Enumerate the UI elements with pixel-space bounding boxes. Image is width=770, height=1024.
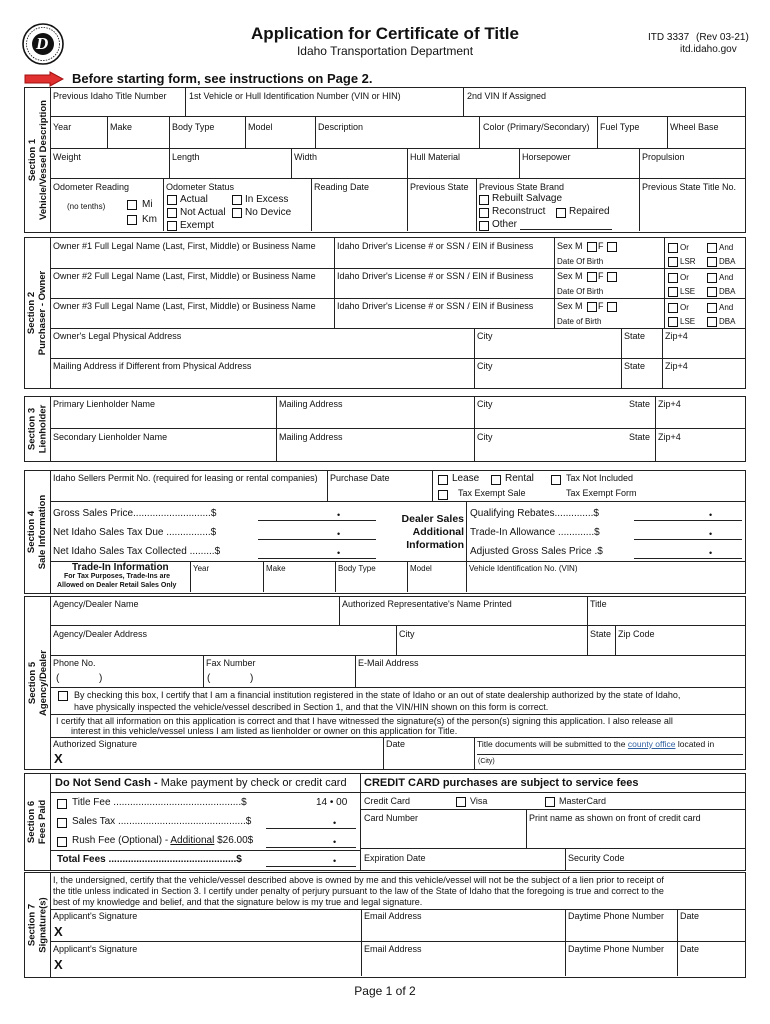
section-5-subtitle: Agency/Dealer bbox=[37, 649, 49, 717]
authorized-signature-x[interactable]: X bbox=[54, 751, 63, 766]
section-4-label bbox=[25, 471, 50, 593]
reconstruct-label: Reconstruct bbox=[492, 206, 546, 217]
section-1-subtitle: Vehicle/Vessel Description bbox=[37, 100, 49, 220]
tax-not-included-checkbox[interactable] bbox=[551, 475, 561, 485]
financial-institution-checkbox[interactable] bbox=[58, 691, 68, 701]
credit-card-heading: CREDIT CARD purchases are subject to service fees bbox=[364, 777, 639, 789]
sales-tax-input[interactable] bbox=[266, 828, 356, 829]
mastercard-label: MasterCard bbox=[559, 796, 607, 806]
owner3-license-field[interactable]: Idaho Driver's License # or SSN / EIN if Business bbox=[337, 301, 534, 311]
owner1-dba-label: DBA bbox=[719, 257, 736, 266]
total-fees-input[interactable] bbox=[266, 866, 356, 867]
secondary-state-field[interactable]: State bbox=[629, 432, 651, 442]
primary-mailing-field[interactable]: Mailing Address bbox=[279, 399, 343, 409]
section-6-label bbox=[25, 774, 50, 870]
county-city-input[interactable] bbox=[477, 754, 743, 755]
primary-city-field[interactable]: City bbox=[477, 399, 493, 409]
rush-fee-additional-link[interactable]: Additional bbox=[170, 835, 215, 846]
trade-in-allowance-label: Trade-In Allowance .............$ bbox=[470, 527, 600, 538]
owner3-or-checkbox[interactable] bbox=[668, 303, 678, 313]
no-device-label: No Device bbox=[245, 207, 292, 218]
form-revision: (Rev 03-21) bbox=[696, 32, 749, 43]
agency-dealer-address-field[interactable]: Agency/Dealer Address bbox=[53, 629, 148, 639]
section-7-subtitle: Signature(s) bbox=[37, 897, 49, 953]
owner2-dob-field[interactable]: Date Of Birth bbox=[557, 287, 604, 296]
fax-paren-close: ) bbox=[250, 673, 254, 684]
odometer-reading-label: Odometer Reading bbox=[53, 182, 130, 192]
owner2-lse-label: LSE bbox=[680, 287, 696, 296]
hull-material-field[interactable]: Hull Material bbox=[410, 152, 461, 162]
net-tax-collected-input[interactable] bbox=[258, 558, 376, 559]
no-cash-bold: Do Not Send Cash - bbox=[55, 777, 158, 789]
not-actual-checkbox[interactable] bbox=[167, 208, 177, 218]
actual-label: Actual bbox=[180, 194, 208, 205]
rental-label: Rental bbox=[505, 473, 534, 484]
credit-card-label: Credit Card bbox=[364, 796, 411, 806]
trade-model-field[interactable]: Model bbox=[410, 564, 432, 573]
authorized-signature-label: Authorized Signature bbox=[53, 739, 138, 749]
actual-checkbox[interactable] bbox=[167, 195, 177, 205]
section-1-box bbox=[24, 87, 746, 233]
owner2-or-checkbox[interactable] bbox=[668, 273, 678, 283]
owner3-sex-f-checkbox[interactable] bbox=[607, 302, 617, 312]
applicant1-email-field[interactable]: Email Address bbox=[364, 911, 422, 921]
section-6-subtitle: Fees Paid bbox=[37, 799, 49, 845]
docs-note-post: located in bbox=[677, 739, 715, 749]
owner1-sex-f-checkbox[interactable] bbox=[607, 242, 617, 252]
color-field[interactable]: Color (Primary/Secondary) bbox=[483, 122, 590, 132]
owner1-or-label: Or bbox=[680, 243, 689, 252]
trade-in-allowance-dot: • bbox=[709, 529, 713, 539]
km-label: Km bbox=[142, 214, 157, 225]
mi-checkbox[interactable] bbox=[127, 200, 137, 210]
dealer-heading-1: Dealer Sales bbox=[401, 513, 464, 525]
owner2-license-field[interactable]: Idaho Driver's License # or SSN / EIN if Business bbox=[337, 271, 534, 281]
section-3-label bbox=[25, 397, 50, 461]
not-actual-label: Not Actual bbox=[180, 207, 226, 218]
net-tax-collected-label: Net Idaho Sales Tax Collected .........$ bbox=[53, 546, 221, 557]
odometer-status-label: Odometer Status bbox=[166, 182, 235, 192]
rep-title-field[interactable]: Title bbox=[590, 599, 607, 609]
net-tax-due-input[interactable] bbox=[258, 539, 376, 540]
owner1-sex-f-label: F bbox=[598, 241, 604, 251]
owner1-sex-m-checkbox[interactable] bbox=[587, 242, 597, 252]
signature-date-field[interactable]: Date bbox=[386, 739, 406, 749]
vin2-field[interactable]: 2nd VIN If Assigned bbox=[467, 91, 547, 101]
applicant1-phone-field[interactable]: Daytime Phone Number bbox=[568, 911, 665, 921]
mailing-city-field[interactable]: City bbox=[477, 361, 493, 371]
title-fee-label: Title Fee ..............................................$ bbox=[72, 797, 247, 808]
owner3-sex-f-label: F bbox=[598, 301, 604, 311]
phone-paren-open: ( bbox=[56, 673, 60, 684]
applicant2-signature-x[interactable]: X bbox=[54, 957, 63, 972]
secondary-mailing-field[interactable]: Mailing Address bbox=[279, 432, 343, 442]
agency-zip-field[interactable]: Zip Code bbox=[618, 629, 655, 639]
tax-exempt-sale-label: Tax Exempt Sale bbox=[458, 488, 526, 498]
red-arrow-icon bbox=[24, 71, 64, 87]
secondary-city-field[interactable]: City bbox=[477, 432, 493, 442]
applicant-certify-line-3: best of my knowledge and belief, and that the signature below is my true and legal signature. bbox=[53, 897, 423, 907]
trade-body-type-field[interactable]: Body Type bbox=[338, 564, 376, 573]
city-small-label: (City) bbox=[478, 758, 495, 765]
county-office-link[interactable]: county office bbox=[627, 739, 676, 749]
owner2-dba-label: DBA bbox=[719, 287, 736, 296]
phone-paren-close: ) bbox=[99, 673, 103, 684]
security-code-field[interactable]: Security Code bbox=[568, 853, 625, 863]
section-2-label bbox=[25, 238, 50, 388]
previous-state-field[interactable]: Previous State bbox=[410, 182, 469, 192]
owner3-and-label: And bbox=[719, 303, 734, 312]
reading-date-field[interactable]: Reading Date bbox=[314, 182, 370, 192]
title-fee-amount: 14 • 00 bbox=[316, 797, 348, 808]
fuel-type-field[interactable]: Fuel Type bbox=[600, 122, 640, 132]
owner3-dob-field[interactable]: Date of Birth bbox=[557, 317, 602, 326]
qualifying-rebates-input[interactable] bbox=[634, 520, 742, 521]
owner3-lse-label: LSE bbox=[680, 317, 696, 326]
physical-address-field[interactable]: Owner's Legal Physical Address bbox=[53, 331, 182, 341]
section-6-title: Section 6 bbox=[26, 800, 38, 844]
owner2-and-checkbox[interactable] bbox=[707, 273, 717, 283]
owner3-and-checkbox[interactable] bbox=[707, 303, 717, 313]
check-certify-line-1: By checking this box, I certify that I am a financial institution registered in the state of Idaho or an out of state dealership authorized by the state of Idaho, bbox=[74, 690, 681, 700]
horsepower-field[interactable]: Horsepower bbox=[522, 152, 571, 162]
owner2-name-field[interactable]: Owner #2 Full Legal Name (Last, First, Middle) or Business Name bbox=[53, 271, 316, 281]
mi-label: Mi bbox=[142, 199, 153, 210]
reconstruct-checkbox[interactable] bbox=[479, 208, 489, 218]
year-field[interactable]: Year bbox=[53, 122, 72, 132]
mailing-zip-field[interactable]: Zip+4 bbox=[665, 361, 688, 371]
owner2-sex-m-checkbox[interactable] bbox=[587, 272, 597, 282]
section-5-label bbox=[25, 597, 50, 769]
trade-in-heading: Trade-In Information bbox=[72, 562, 169, 573]
gross-sales-dot: • bbox=[337, 510, 341, 520]
section-2-title: Section 2 bbox=[26, 291, 38, 335]
section-3-title: Section 3 bbox=[26, 407, 38, 451]
sellers-permit-field[interactable]: Idaho Sellers Permit No. (required for leasing or rental companies) bbox=[53, 473, 318, 483]
certify-line-2: interest in this vehicle/vessel unless I am listed as lienholder or owner on this application for Title. bbox=[71, 726, 458, 736]
rush-fee-checkbox[interactable] bbox=[57, 837, 67, 847]
owner1-and-checkbox[interactable] bbox=[707, 243, 717, 253]
section-2-subtitle: Purchaser - Owner bbox=[37, 270, 49, 356]
section-4-title: Section 4 bbox=[26, 510, 38, 554]
km-checkbox[interactable] bbox=[127, 215, 137, 225]
trade-in-allowance-input[interactable] bbox=[634, 539, 742, 540]
adjusted-gross-label: Adjusted Gross Sales Price .$ bbox=[470, 546, 603, 557]
owner2-lse-checkbox[interactable] bbox=[668, 287, 678, 297]
owner3-sex-m-checkbox[interactable] bbox=[587, 302, 597, 312]
title-fee-checkbox[interactable] bbox=[57, 799, 67, 809]
adjusted-gross-dot: • bbox=[709, 548, 713, 558]
owner1-license-field[interactable]: Idaho Driver's License # or SSN / EIN if Business bbox=[337, 241, 534, 251]
website: itd.idaho.gov bbox=[680, 44, 737, 55]
trade-year-field[interactable]: Year bbox=[193, 564, 210, 573]
physical-city-field[interactable]: City bbox=[477, 331, 493, 341]
sales-tax-label: Sales Tax ..............................................$ bbox=[72, 816, 252, 827]
form-title: Application for Certificate of Title bbox=[251, 24, 519, 43]
lease-label: Lease bbox=[452, 473, 480, 484]
lease-checkbox[interactable] bbox=[438, 475, 448, 485]
email-field[interactable]: E-Mail Address bbox=[358, 658, 419, 668]
primary-zip-field[interactable]: Zip+4 bbox=[658, 399, 681, 409]
primary-state-field[interactable]: State bbox=[629, 399, 651, 409]
agency-dealer-name-field[interactable]: Agency/Dealer Name bbox=[53, 599, 139, 609]
model-field[interactable]: Model bbox=[248, 122, 273, 132]
owner2-sex-label: Sex M bbox=[557, 271, 583, 281]
body-type-field[interactable]: Body Type bbox=[172, 122, 215, 132]
owner2-sex-f-checkbox[interactable] bbox=[607, 272, 617, 282]
owner2-or-label: Or bbox=[680, 273, 689, 282]
logo-letter: D bbox=[36, 34, 49, 53]
rebuilt-salvage-checkbox[interactable] bbox=[479, 195, 489, 205]
repaired-checkbox[interactable] bbox=[556, 208, 566, 218]
form-number: ITD 3337 bbox=[648, 32, 690, 43]
rep-name-field[interactable]: Authorized Representative's Name Printed bbox=[342, 599, 512, 609]
other-line[interactable] bbox=[520, 229, 612, 230]
propulsion-field[interactable]: Propulsion bbox=[642, 152, 685, 162]
page-number: Page 1 of 2 bbox=[354, 984, 416, 998]
owner2-sex-f-label: F bbox=[598, 271, 604, 281]
certify-line-1: I certify that all information on this application is correct and that I have witnessed the signature(s) of the person(s) signing this application. I also release all bbox=[56, 716, 673, 726]
section-3-subtitle: Lienholder bbox=[37, 404, 49, 454]
wheel-base-field[interactable]: Wheel Base bbox=[670, 122, 719, 132]
purchase-date-field[interactable]: Purchase Date bbox=[330, 473, 390, 483]
in-excess-checkbox[interactable] bbox=[232, 195, 242, 205]
tax-exempt-sale-checkbox[interactable] bbox=[438, 490, 448, 500]
mailing-state-field[interactable]: State bbox=[624, 361, 646, 371]
fax-paren-open: ( bbox=[207, 673, 211, 684]
owner1-sex-label: Sex M bbox=[557, 241, 583, 251]
section-5-title: Section 5 bbox=[26, 661, 38, 705]
primary-lienholder-field[interactable]: Primary Lienholder Name bbox=[53, 399, 156, 409]
width-field[interactable]: Width bbox=[294, 152, 318, 162]
dealer-heading-2: Additional bbox=[412, 526, 464, 538]
phone-field[interactable]: Phone No. bbox=[53, 658, 96, 668]
physical-zip-field[interactable]: Zip+4 bbox=[665, 331, 688, 341]
net-tax-collected-dot: • bbox=[337, 548, 341, 558]
agency-state-field[interactable]: State bbox=[590, 629, 612, 639]
visa-checkbox[interactable] bbox=[456, 797, 466, 807]
visa-label: Visa bbox=[470, 796, 488, 806]
instructions-note: Before starting form, see instructions on Page 2. bbox=[72, 71, 373, 86]
previous-state-title-field[interactable]: Previous State Title No. bbox=[642, 182, 737, 192]
section-7-title: Section 7 bbox=[26, 903, 38, 947]
exempt-label: Exempt bbox=[180, 220, 214, 231]
applicant2-date-field[interactable]: Date bbox=[680, 944, 700, 954]
rush-fee-dot: • bbox=[333, 837, 337, 847]
sales-tax-checkbox[interactable] bbox=[57, 818, 67, 828]
applicant1-signature-label: Applicant's Signature bbox=[53, 911, 138, 921]
mastercard-checkbox[interactable] bbox=[545, 797, 555, 807]
sales-tax-dot: • bbox=[333, 818, 337, 828]
other-checkbox[interactable] bbox=[479, 221, 489, 231]
owner3-name-field[interactable]: Owner #3 Full Legal Name (Last, First, Middle) or Business Name bbox=[53, 301, 316, 311]
owner1-name-field[interactable]: Owner #1 Full Legal Name (Last, First, Middle) or Business Name bbox=[53, 241, 316, 251]
rush-fee-text: Rush Fee (Optional) - bbox=[72, 835, 169, 846]
length-field[interactable]: Length bbox=[172, 152, 200, 162]
section-1-title: Section 1 bbox=[26, 138, 38, 182]
print-name-field[interactable]: Print name as shown on front of credit card bbox=[529, 813, 701, 823]
previous-state-brand-label: Previous State Brand bbox=[479, 182, 565, 192]
owner3-lse-checkbox[interactable] bbox=[668, 317, 678, 327]
owner3-or-label: Or bbox=[680, 303, 689, 312]
applicant1-date-field[interactable]: Date bbox=[680, 911, 700, 921]
qualifying-rebates-label: Qualifying Rebates..............$ bbox=[470, 508, 599, 519]
owner1-lsr-label: LSR bbox=[680, 257, 696, 266]
rush-fee-amount-text: $26.00$ bbox=[217, 835, 254, 846]
section-1-label bbox=[25, 88, 50, 232]
trade-in-note-2: Allowed on Dealer Retail Sales Only bbox=[57, 582, 177, 589]
title-docs-note bbox=[477, 739, 714, 750]
qualifying-rebates-dot: • bbox=[709, 510, 713, 520]
section-7-label bbox=[25, 873, 50, 977]
secondary-zip-field[interactable]: Zip+4 bbox=[658, 432, 681, 442]
rush-fee-input[interactable] bbox=[266, 847, 356, 848]
applicant-certify-line-1: I, the undersigned, certify that the vehicle/vessel described above is owned by me and this vehicle/vessel will not be the subject of a lien prior to receipt of bbox=[53, 875, 664, 885]
owner2-dba-checkbox[interactable] bbox=[707, 287, 717, 297]
prev-title-number-field[interactable]: Previous Idaho Title Number bbox=[53, 91, 167, 101]
applicant1-signature-x[interactable]: X bbox=[54, 924, 63, 939]
dealer-sales-heading bbox=[380, 513, 464, 552]
owner1-dob-field[interactable]: Date Of Birth bbox=[557, 257, 604, 266]
no-cash-text: Make payment by check or credit card bbox=[160, 777, 347, 789]
trade-vin-field[interactable]: Vehicle Identification No. (VIN) bbox=[469, 564, 578, 573]
gross-sales-label: Gross Sales Price............................$ bbox=[53, 508, 217, 519]
rental-checkbox[interactable] bbox=[491, 475, 501, 485]
net-tax-due-label: Net Idaho Sales Tax Due ................$ bbox=[53, 527, 217, 538]
secondary-lienholder-field[interactable]: Secondary Lienholder Name bbox=[53, 432, 168, 442]
owner1-or-checkbox[interactable] bbox=[668, 243, 678, 253]
adjusted-gross-input[interactable] bbox=[634, 558, 742, 559]
owner1-and-label: And bbox=[719, 243, 734, 252]
owner3-dba-label: DBA bbox=[719, 317, 736, 326]
exempt-checkbox[interactable] bbox=[167, 221, 177, 231]
total-fees-dot: • bbox=[333, 856, 337, 866]
description-field[interactable]: Description bbox=[318, 122, 364, 132]
check-certify-line-2: have physically inspected the vehicle/vessel described in Section 1, and that the VIN/HIN shown on this form is correct. bbox=[74, 702, 549, 712]
section-4-subtitle: Sale Information bbox=[37, 494, 49, 570]
trade-in-note-1: For Tax Purposes, Trade-Ins are bbox=[64, 573, 171, 580]
agency-name: Idaho Transportation Department bbox=[296, 44, 474, 58]
dealer-heading-3: Information bbox=[406, 539, 464, 551]
owner3-sex-label: Sex M bbox=[557, 301, 583, 311]
docs-note-pre: Title documents will be submitted to the bbox=[477, 739, 626, 749]
gross-sales-input[interactable] bbox=[258, 520, 376, 521]
applicant2-phone-field[interactable]: Daytime Phone Number bbox=[568, 944, 665, 954]
total-fees-label: Total Fees ..............................................$ bbox=[57, 854, 242, 865]
net-tax-due-dot: • bbox=[337, 529, 341, 539]
tax-not-included-label: Tax Not Included bbox=[566, 473, 634, 483]
make-field[interactable]: Make bbox=[110, 122, 133, 132]
owner1-dba-checkbox[interactable] bbox=[707, 257, 717, 267]
applicant-certify-line-2: the title unless indicated in Section 3. I certify under penalty of perjury pursuant to the law of the State of Idaho that the foregoing is true and correct to the bbox=[53, 886, 664, 896]
weight-field[interactable]: Weight bbox=[53, 152, 81, 162]
fax-field[interactable]: Fax Number bbox=[206, 658, 256, 668]
owner1-lsr-checkbox[interactable] bbox=[668, 257, 678, 267]
rebuilt-salvage-label: Rebuilt Salvage bbox=[492, 193, 563, 204]
physical-state-field[interactable]: State bbox=[624, 331, 646, 341]
owner2-and-label: And bbox=[719, 273, 734, 282]
agency-city-field[interactable]: City bbox=[399, 629, 415, 639]
applicant2-signature-label: Applicant's Signature bbox=[53, 944, 138, 954]
applicant2-email-field[interactable]: Email Address bbox=[364, 944, 422, 954]
owner3-dba-checkbox[interactable] bbox=[707, 317, 717, 327]
no-device-checkbox[interactable] bbox=[232, 208, 242, 218]
card-number-field[interactable]: Card Number bbox=[364, 813, 419, 823]
repaired-label: Repaired bbox=[569, 206, 610, 217]
other-label: Other bbox=[492, 219, 518, 230]
no-tenths-note: (no tenths) bbox=[67, 202, 106, 211]
no-cash-heading bbox=[55, 777, 347, 790]
vin1-field[interactable]: 1st Vehicle or Hull Identification Number (VIN or HIN) bbox=[189, 91, 401, 101]
tax-exempt-form-label: Tax Exempt Form bbox=[566, 488, 637, 498]
trade-make-field[interactable]: Make bbox=[266, 564, 286, 573]
expiration-date-field[interactable]: Expiration Date bbox=[364, 853, 426, 863]
in-excess-label: In Excess bbox=[245, 194, 289, 205]
rush-fee-label bbox=[72, 835, 253, 846]
mailing-address-field[interactable]: Mailing Address if Different from Physical Address bbox=[53, 361, 252, 371]
